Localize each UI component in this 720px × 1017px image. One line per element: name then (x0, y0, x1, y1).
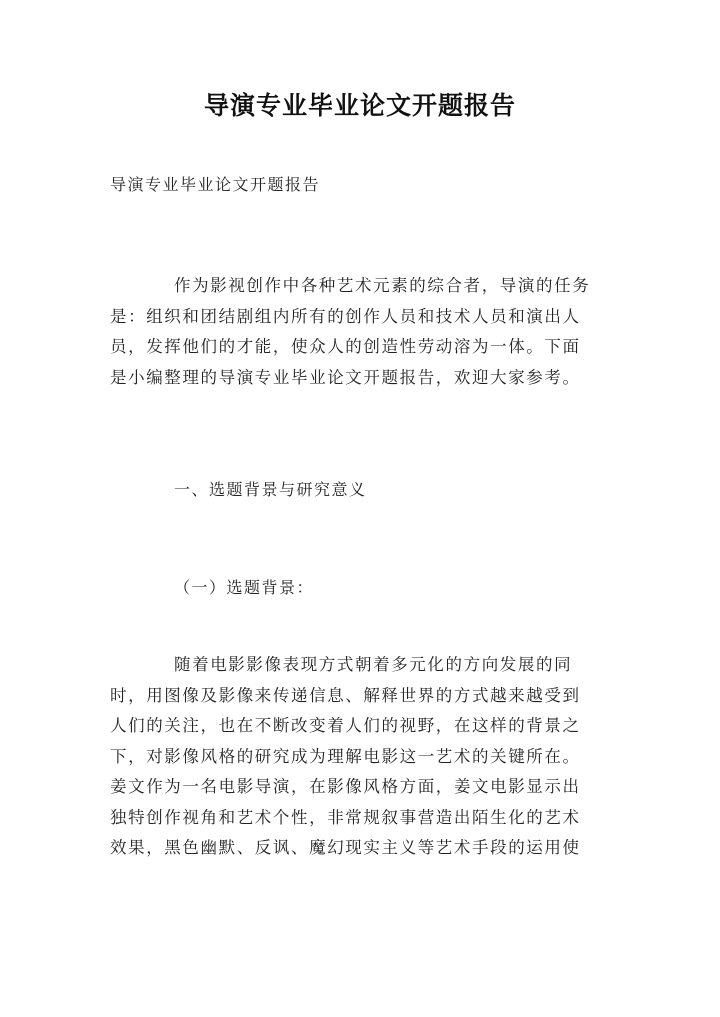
paragraph-line: 下，对影像风格的研究成为理解电影这一艺术的关键所在。 (110, 746, 581, 766)
section-heading: 一、选题背景与研究意义 (174, 480, 367, 499)
document-title: 导演专业毕业论文开题报告 (203, 91, 516, 120)
paragraph-line: 时，用图像及影像来传递信息、解释世界的方式越来越受到 (110, 685, 581, 705)
body-paragraph (110, 650, 630, 864)
paragraph-line: 效果，黑色幽默、反讽、魔幻现实主义等艺术手段的运用使 (110, 838, 581, 857)
paragraph-line: 随着电影影像表现方式朝着多元化的方向发展的同 (174, 655, 573, 674)
paragraph-line: 独特创作视角和艺术个性，非常规叙事营造出陌生化的艺术 (110, 807, 581, 827)
paragraph-line: 姜文作为一名电影导演，在影像风格方面，姜文电影显示出 (110, 777, 581, 796)
document-subtitle: 导演专业毕业论文开题报告 (110, 175, 321, 194)
paragraph-line: 是：组织和团结剧组内所有的创作人员和技术人员和演出人 (110, 306, 581, 326)
paragraph-line: 作为影视创作中各种艺术元素的综合者，导演的任务 (174, 276, 591, 295)
paragraph-line: 人们的关注，也在不断改变着人们的视野，在这样的背景之 (110, 716, 581, 735)
intro-paragraph (110, 271, 630, 393)
paragraph-line: 是小编整理的导演专业毕业论文开题报告，欢迎大家参考。 (110, 367, 581, 387)
paragraph-line: 员，发挥他们的才能，使众人的创造性劳动溶为一体。下面 (110, 337, 581, 356)
subsection-heading: （一）选题背景： (174, 578, 315, 597)
